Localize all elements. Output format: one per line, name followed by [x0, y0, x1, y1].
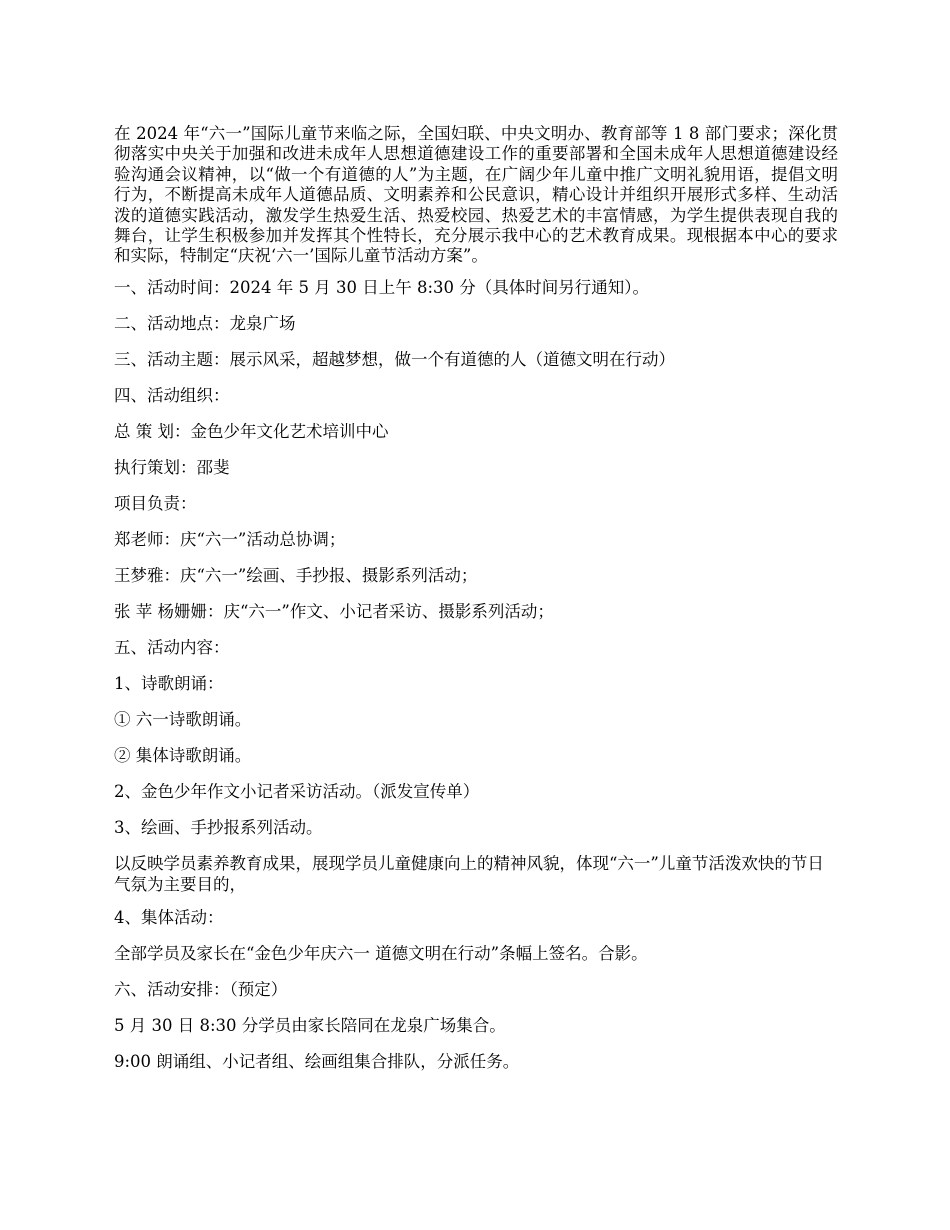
content-heading: 五、活动内容：	[114, 637, 230, 657]
content-item-description: 以反映学员素养教育成果，展现学员儿童健康向上的精神风貌，体现“六一”儿童节活泼欢快的节日气氛为主要目的，	[114, 853, 824, 894]
content-item: 2、金色少年作文小记者采访活动。（派发宣传单）	[114, 781, 480, 801]
organization-heading: 四、活动组织：	[114, 385, 230, 405]
project-lead-item: 王梦雅：庆“六一”绘画、手抄报、摄影系列活动；	[114, 565, 478, 585]
executive-planner: 执行策划：邵斐	[114, 457, 230, 477]
schedule-item: 5 月 30 日 8:30 分学员由家长陪同在龙泉广场集合。	[114, 1015, 506, 1035]
project-lead-item: 张 苹 杨姗姗：庆“六一”作文、小记者采访、摄影系列活动；	[114, 601, 554, 621]
content-item: 3、绘画、手抄报系列活动。	[114, 817, 323, 837]
content-subitem: ② 集体诗歌朗诵。	[114, 745, 252, 765]
content-item: 4、集体活动：	[114, 907, 224, 927]
document-body	[114, 124, 838, 1087]
schedule-item: 9:00 朗诵组、小记者组、绘画组集合排队，分派任务。	[114, 1051, 520, 1071]
content-subitem: ① 六一诗歌朗诵。	[114, 709, 252, 729]
activity-theme: 三、活动主题：展示风采，超越梦想，做一个有道德的人（道德文明在行动）	[114, 349, 675, 369]
schedule-heading: 六、活动安排：（预定）	[114, 979, 288, 999]
activity-location: 二、活动地点：龙泉广场	[114, 313, 296, 333]
chief-planner: 总 策 划：金色少年文化艺术培训中心	[114, 421, 389, 441]
content-item-description: 全部学员及家长在“金色少年庆六一 道德文明在行动”条幅上签名。合影。	[114, 943, 648, 963]
project-leads-heading: 项目负责：	[114, 493, 197, 513]
activity-time: 一、活动时间：2024 年 5 月 30 日上午 8:30 分（具体时间另行通知）。	[114, 277, 650, 297]
content-item: 1、诗歌朗诵：	[114, 673, 224, 693]
project-lead-item: 郑老师：庆“六一”活动总协调；	[114, 529, 346, 549]
intro-paragraph: 在 2024 年“六一”国际儿童节来临之际，全国妇联、中央文明办、教育部等 1 8 部门要求；深化贯彻落实中央关于加强和改进未成年人思想道德建设工作的重要部署和全国未成年人思想道德建设经验沟通会议精神，以“做一个有道德的人”为主题，在广阔少年儿童中推广文明礼貌用语，提倡文明行为，不断提高未成年人道德品质、文明素养和公民意识，精心设计并组织开展形式多样、生动活泼的道德实践活动，激发学生热爱生活、热爱校园、热爱艺术的丰富情感，为学生提供表现自我的舞台，让学生积极参加并发挥其个性特长，充分展示我中心的艺术教育成果。现根据本中心的要求和实际，特制定“庆祝‘六一’国际儿童节活动方案”。	[114, 124, 838, 266]
